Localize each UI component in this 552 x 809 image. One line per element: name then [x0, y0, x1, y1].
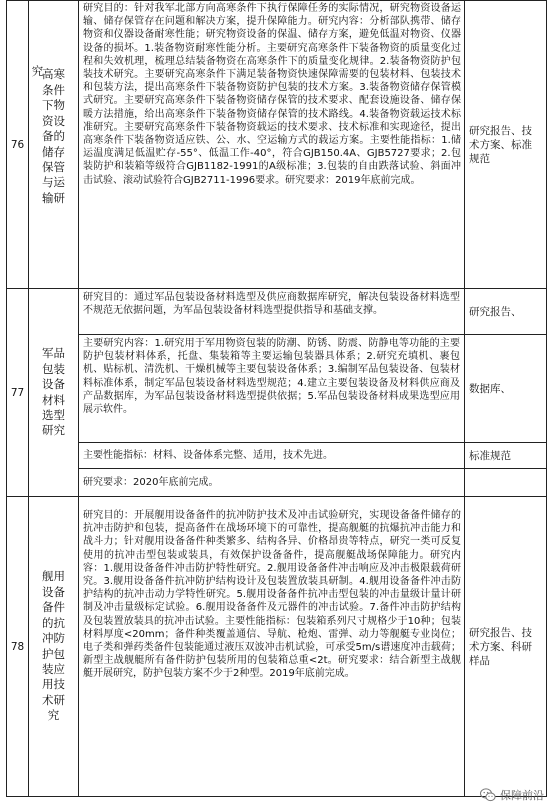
- watermark: [480, 787, 544, 803]
- row-content: 研究目的：开展舰用设备备件的抗冲防护技术及冲击试验研究，实现设备备件储存的抗冲击防护和包装，提高备件在战场环境下的可靠性，提高舰艇的抗爆抗冲击能力和战斗力；针对舰用设备备件种类繁多、结构各异、价格昂贵等特点，研究一类可反复使用的抗冲击型包装或装具，有效保护设备备件，提高舰艇战场保障能力。研究内容：1.舰用设备备件冲击防护特性研究。2.舰用设备备件冲击响应及冲击极限载荷研究。3.舰用设备备件抗冲防护结构设计及包装置放装具研制。4.舰用设备备件冲击防护结构的抗冲击动力学特性研究。5.舰用设备备件抗冲击型包装的冲击量级计量计研制及冲击量级标定试验。6.舰用设备备件及元器件的冲击试验。7.备件冲击防护结构及包装置放装具的抗冲击试验。主要性能指标：包装箱系列尺寸规格少于10种；包装材料厚度<20mm；备件种类覆盖通信、导航、枪炮、雷弹、动力等舰艇专业岗位；电子类和弹药类备件包装能通过液压双波冲击机试验，可承受5m/s谱速度冲击载荷；新型主战舰艇所有备件防护包装所用的包装箱总重<2t。研究要求：结合新型主战舰艇开展研究，防护包装方案不少于2种型。2019年底前完成。: [79, 497, 465, 797]
- wechat-icon: [480, 788, 496, 802]
- row-title: 舰用设备备件的抗冲防护包装应用技术研究: [29, 497, 79, 797]
- row-content: 研究目的：通过军品包装设备材料选型及供应商数据库研究，解决包装设备材料选型不规范无依据问题，为军品包装设备材料选型提供指导和基础支撑。: [79, 289, 465, 335]
- table-row: [7, 289, 547, 335]
- row-output: 标准规范: [465, 443, 547, 469]
- table-row: [7, 497, 547, 797]
- watermark-text: 保障前沿: [500, 789, 544, 802]
- research-table: [6, 0, 547, 797]
- table-row: [7, 443, 547, 469]
- row-number: 77: [7, 289, 29, 497]
- row-number: 76: [7, 1, 29, 289]
- row-output: 研究报告、技术方案、科研样品: [465, 497, 547, 797]
- row-output: 研究报告、技术方案、标准规范: [465, 1, 547, 289]
- row-content: 主要性能指标：材料、设备体系完整、适用，技术先进。: [79, 443, 465, 469]
- row-content: 主要研究内容：1.研究用于军用物资包装的防潮、防锈、防震、防静电等功能的主要防护包装材料体系，托盘、集装箱等主要运输包装器具体系；2.研究充填机、裹包机、贴标机、清洗机、干燥机械等主要包装设备体系；3.编制军品包装设备、包装材料标准体系，制定军品包装设备材料选型规范；4.建立主要包装设备及材料供应商及产品数据库，为军品包装设备材料选型提供依据；5.军品包装设备材料成果选型应用展示软件。: [79, 335, 465, 443]
- row-content: 研究要求：2020年底前完成。: [79, 469, 465, 497]
- row-output: 研究报告、: [465, 289, 547, 335]
- row-title: 军品包装设备材料选型研究: [29, 289, 79, 497]
- row-content: 研究目的：针对我军北部方向高寒条件下执行保障任务的实际情况，研究物资设备运输、储存保管存在问题和解决方案，提升保障能力。研究内容：分析部队携带、储存物资和仪器设备耐寒性能；研究物资设备的保温、储存方案，避免低温对物资、仪器设备的损坏。1.装备物资耐寒性能分析。主要研究高寒条件下装备物资的质量变化过程和失效机理，梳理总结装备物资在高寒条件下的质量变化规律。2.装备物资防护包装技术研究。主要研究高寒条件下满足装备物资快速保障需要的包装材料、包装技术和包装方法，提出高寒条件下装备物资防护包装的技术方案。3.装备物资储存保管模式研究。主要研究高寒条件下装备物资储存保管的技术要求、配套设施设备、储存保暖方法措施，给出高寒条件下装备物资储存保管的技术路线。4.装备物资载运技术标准研究。主要研究高寒条件下装备物资载运的技术要求、技术标准和实现途径，提出高寒条件下装备物资适应铁、公、水、空运输方式的载运方案。主要性能指标：1.储运温度满足低温贮存-55°、低温工作-40°，符合GJB150.4A、GJB5727要求；2.包装防护和装箱等级符合GJB1182-1991的A级标准；3.包装的自由跌落试验、斜面冲击试验、滚动试验符合GJB2711-1996要求。研究要求：2019年底前完成。: [79, 1, 465, 289]
- table-row: [7, 469, 547, 497]
- row-title: [29, 1, 79, 289]
- row-output: [465, 469, 547, 497]
- row-title-text-end: 究: [31, 64, 44, 79]
- table-row: [7, 335, 547, 443]
- table-row: [7, 1, 547, 289]
- row-title-text: 高寒条件下物资设备的储存保管与运输研: [42, 67, 65, 205]
- row-output: 数据库、: [465, 335, 547, 443]
- row-number: 78: [7, 497, 29, 797]
